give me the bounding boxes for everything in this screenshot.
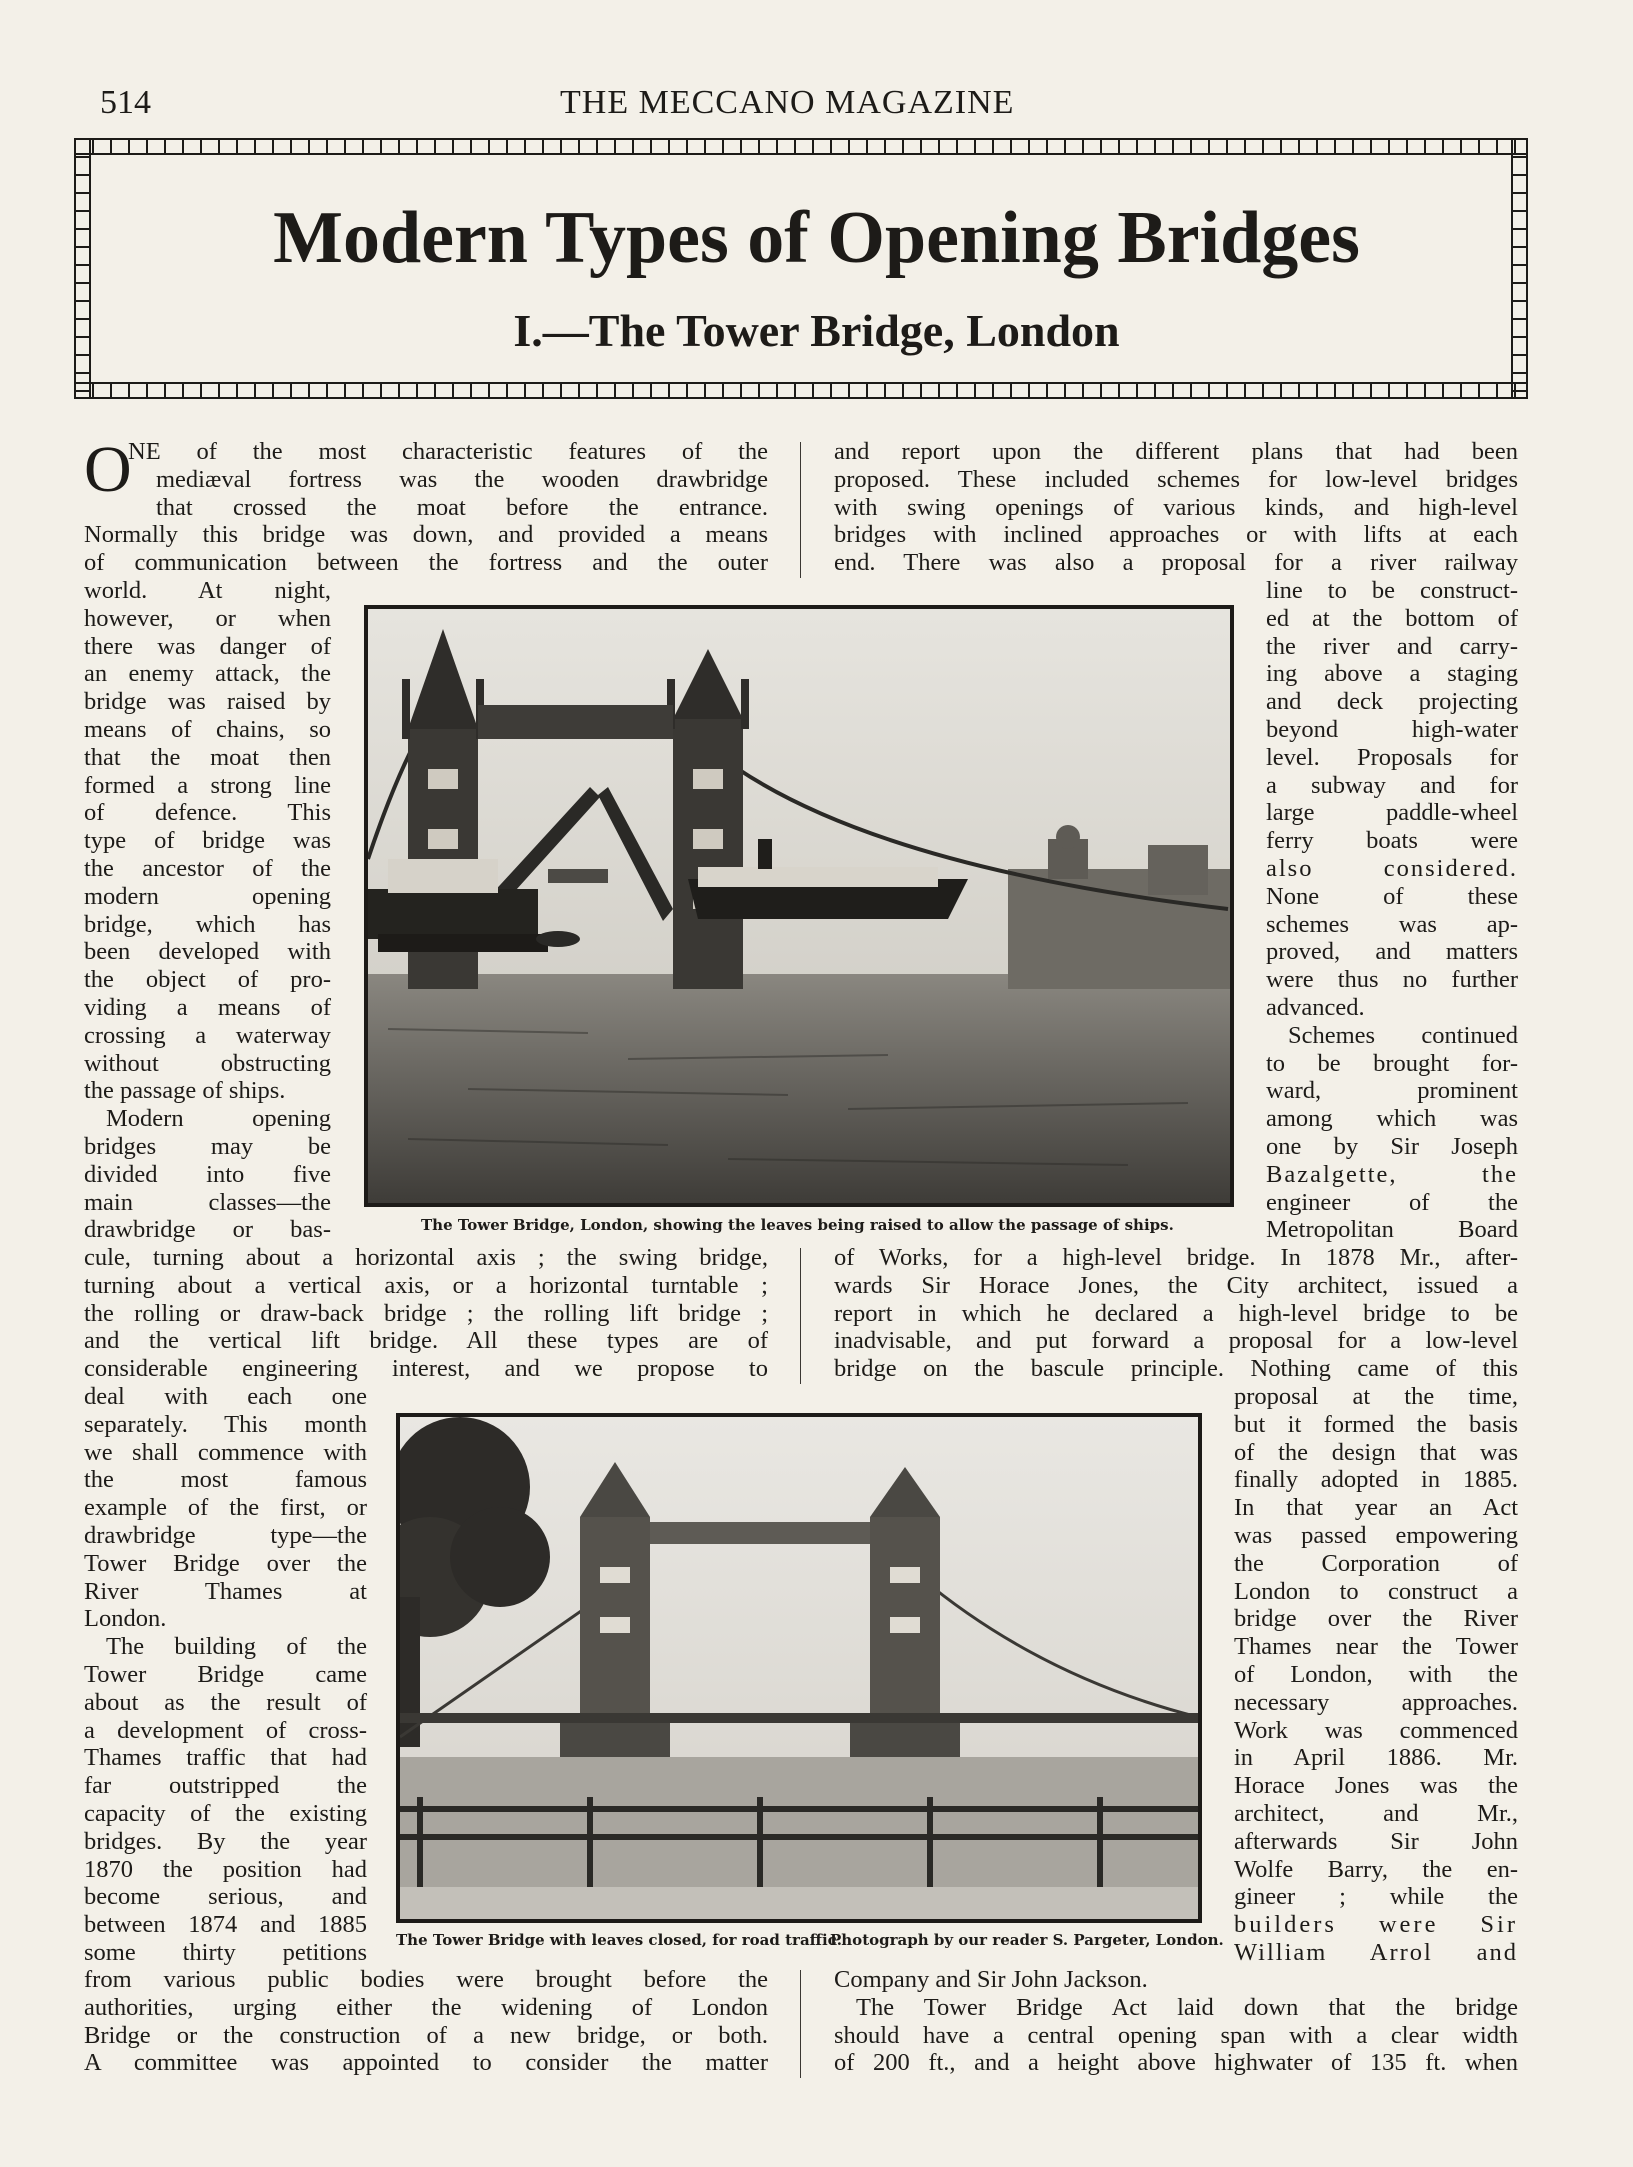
text-line: architect, and Mr., <box>1234 1799 1518 1827</box>
text-line: end. There was also a proposal for a river railway <box>834 549 1518 577</box>
text-line: large paddle-wheel <box>1266 799 1518 827</box>
text-line: divided into five <box>84 1160 331 1188</box>
text-line: bridges. By the year <box>84 1827 367 1855</box>
left-narrow-column-2 <box>84 1383 367 1967</box>
text-line: should have a central opening span with a clear width <box>834 2021 1518 2049</box>
photo-credit: Photograph by our reader S. Pargeter, London. <box>830 1931 1224 1949</box>
text-line: Wolfe Barry, the en- <box>1234 1855 1518 1883</box>
text-line: inadvisable, and put forward a proposal for a low-level <box>834 1327 1518 1355</box>
text-line: A committee was appointed to consider the matter <box>84 2049 768 2077</box>
text-line: the object of pro- <box>84 966 331 994</box>
text-line: proved, and matters <box>1266 938 1518 966</box>
text-line: finally adopted in 1885. <box>1234 1466 1518 1494</box>
text-line: the river and carry- <box>1266 632 1518 660</box>
text-line: however, or when <box>84 604 331 632</box>
text-line: bridges may be <box>84 1132 331 1160</box>
intro-line: Normally this bridge was down, and provided a means <box>84 521 768 549</box>
text-line: some thirty petitions <box>84 1938 367 1966</box>
text-line: to be brought for- <box>1266 1049 1518 1077</box>
text-line: of Works, for a high-level bridge. In 1878 Mr., after- <box>834 1244 1518 1271</box>
text-line: necessary approaches. <box>1234 1688 1518 1716</box>
text-line: of the design that was <box>1234 1438 1518 1466</box>
mid-left-block <box>84 1244 768 1383</box>
text-line: main classes—the <box>84 1188 331 1216</box>
text-line: been developed with <box>84 938 331 966</box>
text-line: modern opening <box>84 882 331 910</box>
right-top-block <box>834 438 1518 577</box>
text-line: deal with each one <box>84 1383 367 1410</box>
text-line: turning about a vertical axis, or a horizontal turntable ; <box>84 1271 768 1299</box>
mid-right-block <box>834 1244 1518 1383</box>
intro-line: mediæval fortress was the wooden drawbridge <box>156 465 768 493</box>
text-line: proposed. These included schemes for low-level bridges <box>834 465 1518 493</box>
photo-bridge-raised <box>364 605 1234 1207</box>
text-line: means of chains, so <box>84 715 331 743</box>
text-line: formed a strong line <box>84 771 331 799</box>
text-line: ward, prominent <box>1266 1077 1518 1105</box>
text-line: also considered. <box>1266 854 1518 882</box>
text-line: Bridge or the construction of a new bridge, or both. <box>84 2021 768 2049</box>
column-rule <box>800 1970 801 2078</box>
text-line: about as the result of <box>84 1688 367 1716</box>
text-line: one by Sir Joseph <box>1266 1132 1518 1160</box>
text-line: Thames near the Tower <box>1234 1633 1518 1661</box>
text-line: schemes was ap- <box>1266 910 1518 938</box>
text-line: gineer ; while the <box>1234 1883 1518 1911</box>
text-line: ed at the bottom of <box>1266 604 1518 632</box>
intro-line: of communication between the fortress and the outer <box>84 549 768 577</box>
text-line: capacity of the existing <box>84 1799 367 1827</box>
text-line: Horace Jones was the <box>1234 1772 1518 1800</box>
text-line: ing above a staging <box>1266 660 1518 688</box>
text-line: crossing a waterway <box>84 1021 331 1049</box>
text-line: of London, with the <box>1234 1660 1518 1688</box>
photo-bridge-closed <box>396 1413 1202 1923</box>
text-line: example of the first, or <box>84 1494 367 1522</box>
column-rule <box>800 442 801 578</box>
text-line: bridge was raised by <box>84 688 331 716</box>
right-narrow-column-2 <box>1234 1383 1518 1967</box>
text-line: ferry boats were <box>1266 827 1518 855</box>
text-line: report in which he declared a high-level bridge to be <box>834 1299 1518 1327</box>
text-line: Modern opening <box>106 1105 331 1133</box>
text-line: were thus no further <box>1266 966 1518 994</box>
text-line: between 1874 and 1885 <box>84 1911 367 1939</box>
text-line: bridges with inclined approaches or with lifts at each <box>834 521 1518 549</box>
text-line: line to be construct- <box>1266 577 1518 604</box>
text-line: of defence. This <box>84 799 331 827</box>
text-line: builders were Sir <box>1234 1911 1518 1939</box>
text-line: from various public bodies were brought before the <box>84 1966 768 1993</box>
text-line: was passed empowering <box>1234 1521 1518 1549</box>
text-line: The Tower Bridge Act laid down that the bridge <box>856 1993 1518 2021</box>
photo-caption-2: The Tower Bridge with leaves closed, for road traffic. <box>396 1931 843 1949</box>
text-line: Bazalgette, the <box>1266 1160 1518 1188</box>
text-line: there was danger of <box>84 632 331 660</box>
bridge-raised-illustration <box>368 609 1230 1203</box>
bottom-left-block <box>84 1966 768 2077</box>
text-line: the rolling or draw-back bridge ; the rolling lift bridge ; <box>84 1299 768 1327</box>
text-line: Tower Bridge came <box>84 1660 367 1688</box>
text-line: None of these <box>1266 882 1518 910</box>
text-line: become serious, and <box>84 1883 367 1911</box>
bottom-right-block <box>834 1966 1518 2077</box>
text-line: an enemy attack, the <box>84 660 331 688</box>
text-line: and deck projecting <box>1266 688 1518 716</box>
text-line: bridge on the bascule principle. Nothing came of this <box>834 1355 1518 1383</box>
text-line: separately. This month <box>84 1410 367 1438</box>
text-line: beyond high-water <box>1266 715 1518 743</box>
right-narrow-column-1 <box>1266 577 1518 1244</box>
bridge-closed-illustration <box>400 1417 1198 1919</box>
text-line: bridge, which has <box>84 910 331 938</box>
text-line: Tower Bridge over the <box>84 1549 367 1577</box>
text-line: type of bridge was <box>84 827 331 855</box>
text-line: in April 1886. Mr. <box>1234 1744 1518 1772</box>
text-line: the ancestor of the <box>84 854 331 882</box>
text-line: afterwards Sir John <box>1234 1827 1518 1855</box>
text-line: of 200 ft., and a height above highwater of 135 ft. when <box>834 2049 1518 2077</box>
text-line: far outstripped the <box>84 1772 367 1800</box>
text-line: proposal at the time, <box>1234 1383 1518 1410</box>
text-line: a subway and for <box>1266 771 1518 799</box>
drop-cap: O <box>84 433 132 506</box>
intro-line: that crossed the moat before the entrance. <box>156 493 768 521</box>
text-line: In that year an Act <box>1234 1494 1518 1522</box>
photo-caption-1: The Tower Bridge, London, showing the leaves being raised to allow the passage of ships. <box>421 1216 1174 1234</box>
text-line: but it formed the basis <box>1234 1410 1518 1438</box>
text-line: Metropolitan Board <box>1266 1216 1518 1244</box>
text-line: drawbridge or bas- <box>84 1216 331 1244</box>
text-line: a development of cross- <box>84 1716 367 1744</box>
text-line: London to construct a <box>1234 1577 1518 1605</box>
article-subtitle: I.—The Tower Bridge, London <box>513 305 1120 356</box>
text-line: River Thames at <box>84 1577 367 1605</box>
text-line: Work was commenced <box>1234 1716 1518 1744</box>
text-line: Thames traffic that had <box>84 1744 367 1772</box>
text-line: William Arrol and <box>1234 1938 1518 1966</box>
text-line: drawbridge type—the <box>84 1521 367 1549</box>
text-line: the Corporation of <box>1234 1549 1518 1577</box>
text-line: we shall commence with <box>84 1438 367 1466</box>
text-line: advanced. <box>1266 993 1365 1021</box>
text-line: level. Proposals for <box>1266 743 1518 771</box>
article-title: Modern Types of Opening Bridges <box>273 197 1360 279</box>
text-line: cule, turning about a horizontal axis ; the swing bridge, <box>84 1244 768 1271</box>
text-line: wards Sir Horace Jones, the City architect, issued a <box>834 1271 1518 1299</box>
text-line: among which was <box>1266 1105 1518 1133</box>
text-line: engineer of the <box>1266 1188 1518 1216</box>
text-line: considerable engineering interest, and we propose to <box>84 1355 768 1383</box>
text-line: the passage of ships. <box>84 1077 286 1105</box>
text-line: without obstructing <box>84 1049 331 1077</box>
text-line: Schemes continued <box>1288 1021 1518 1049</box>
text-line: that the moat then <box>84 743 331 771</box>
text-line: world. At night, <box>84 577 331 604</box>
text-line: authorities, urging either the widening of London <box>84 1993 768 2021</box>
text-line: viding a means of <box>84 993 331 1021</box>
text-line: The building of the <box>106 1633 367 1661</box>
running-head: THE MECCANO MAGAZINE <box>560 84 1015 121</box>
intro-line: O NE of the most characteristic features of the <box>84 433 768 506</box>
left-narrow-column-1 <box>84 577 331 1244</box>
text-line: with swing openings of various kinds, and high-level <box>834 493 1518 521</box>
text-line: Company and Sir John Jackson. <box>834 1966 1148 1993</box>
text-line: 1870 the position had <box>84 1855 367 1883</box>
text-line: bridge over the River <box>1234 1605 1518 1633</box>
text-line: the most famous <box>84 1466 367 1494</box>
text-line: and the vertical lift bridge. All these types are of <box>84 1327 768 1355</box>
page-number: 514 <box>100 84 151 121</box>
text-line: and report upon the different plans that had been <box>834 438 1518 465</box>
intro-block <box>84 433 768 577</box>
column-rule <box>800 1248 801 1384</box>
text-line: London. <box>84 1605 167 1633</box>
